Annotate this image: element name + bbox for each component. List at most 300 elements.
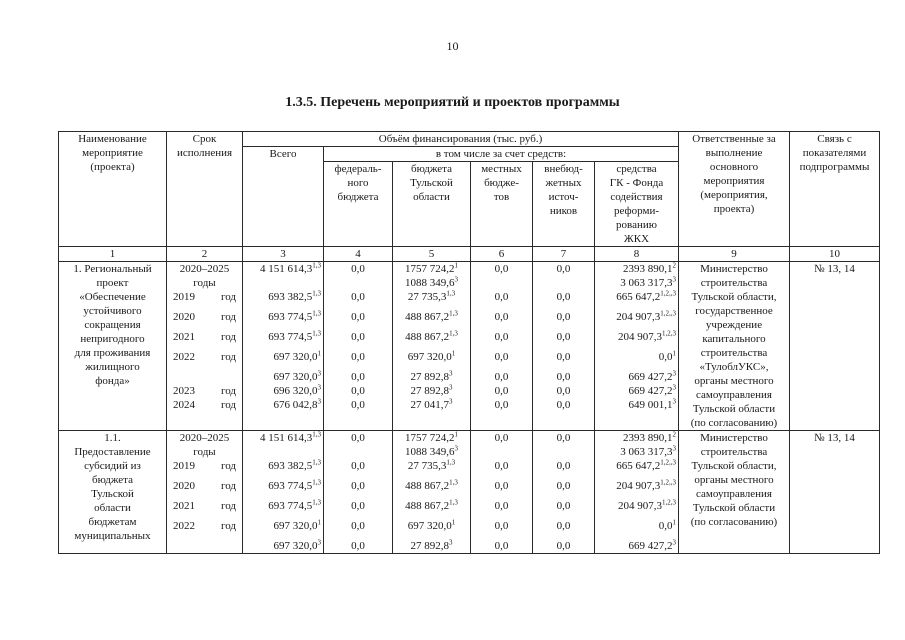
measure-name-line: субсидий из [84, 460, 141, 472]
local-cell [471, 262, 533, 431]
term-line [169, 445, 240, 459]
footnote-mark: 1,3 [312, 309, 321, 318]
footnote-mark: 3 [449, 383, 453, 392]
measure-name-line: бюджетам [88, 516, 137, 528]
footnote-mark: 3 [672, 444, 676, 453]
header-row-1 [59, 132, 880, 147]
value: 0,0 [494, 500, 509, 512]
value-line [597, 290, 676, 310]
value-line [597, 370, 676, 384]
value: 0,0 [556, 432, 571, 444]
value-line [597, 350, 676, 370]
measure-name-line: Тульской [91, 488, 134, 500]
value: 1757 724,2 [405, 263, 455, 275]
value-line [535, 499, 592, 519]
value-line [473, 499, 530, 519]
value: 697 320,0 [273, 351, 318, 363]
value: 0,0 [556, 500, 571, 512]
term-line [169, 479, 240, 499]
measure-name-line: муниципальных [74, 530, 151, 542]
measure-name-cell [59, 431, 167, 554]
term-year: 2022 [173, 351, 195, 363]
footnote-mark: 1,3 [449, 478, 458, 487]
header-line: Связь с [817, 133, 852, 145]
value: 0,0 [494, 371, 509, 383]
header-line: (проекта) [90, 161, 135, 173]
value: 665 647,2 [616, 460, 661, 472]
regional-cell [393, 431, 471, 554]
value-line [473, 519, 530, 539]
value-line [395, 459, 468, 479]
header-line: (мероприятия, [700, 189, 768, 201]
value-line [535, 350, 592, 370]
federal-cell [324, 262, 393, 431]
value-line [326, 330, 390, 350]
footnote-mark: 3 [672, 538, 676, 547]
value: 0,0 [494, 351, 509, 363]
footnote-mark: 3 [672, 383, 676, 392]
value: 0,0 [351, 432, 365, 444]
column-number: 7 [533, 247, 595, 262]
footnote-mark: 1 [451, 349, 456, 358]
header-federal [324, 162, 393, 247]
term-text: 2020–2025 [179, 432, 230, 444]
responsible-line: органы местного [694, 474, 774, 486]
value: 0,0 [351, 331, 365, 343]
term-line [169, 384, 240, 398]
value: 1088 349,6 [405, 277, 455, 289]
footnote-mark: 1,3 [446, 458, 456, 467]
value-line [597, 262, 676, 276]
term-year-word: год [220, 399, 236, 411]
responsible-line: капитального [702, 333, 766, 345]
value: 697 320,0 [273, 520, 318, 532]
value-line [535, 398, 592, 412]
value: 0,0 [351, 399, 365, 411]
value-line [473, 276, 530, 290]
value-line [597, 445, 676, 459]
total-cell [243, 262, 324, 431]
header-fund [595, 162, 679, 247]
value: 27 735,3 [407, 291, 447, 303]
header-line: проекта) [713, 203, 755, 215]
value: 693 382,5 [268, 291, 313, 303]
term-line [169, 350, 240, 370]
term-year-word: год [220, 351, 236, 363]
header-extra [533, 162, 595, 247]
footnote-mark: 3 [449, 538, 453, 547]
footnote-mark: 1,2,,3 [660, 478, 676, 487]
term-line [169, 370, 240, 384]
header-line: реформи- [614, 205, 659, 217]
value: 0,0 [556, 371, 571, 383]
measure-name-line: 1.1. [104, 432, 121, 444]
header-line: Ответственные за [692, 133, 776, 145]
header-line: средства [616, 163, 657, 175]
responsible-line: (по согласованию) [690, 516, 778, 528]
value-line [597, 431, 676, 445]
value-line [326, 262, 390, 276]
value-line [326, 499, 390, 519]
value: 0,0 [494, 311, 509, 323]
value: 0,0 [351, 371, 365, 383]
header-line: источ- [548, 191, 579, 203]
header-line: тов [493, 191, 510, 203]
footnote-mark: 3 [317, 369, 321, 378]
column-number: 4 [324, 247, 393, 262]
footnote-mark: 1,3 [449, 309, 458, 318]
value: 204 907,3 [618, 500, 662, 512]
measure-name-line: для проживания [74, 347, 151, 359]
responsible-line: самоуправления [696, 389, 772, 401]
value: 204 907,3 [616, 311, 661, 323]
value: 0,0 [556, 351, 571, 363]
value: 4 151 614,3 [260, 432, 313, 444]
term-line [169, 276, 240, 290]
value: 27 892,8 [410, 385, 449, 397]
responsible-line: государственное [695, 305, 773, 317]
value-line [395, 398, 468, 412]
term-line [169, 262, 240, 276]
value: 693 382,5 [268, 460, 313, 472]
footnote-mark: 2 [672, 430, 676, 439]
value-line [597, 384, 676, 398]
value: 669 427,2 [628, 371, 673, 383]
value: 0,0 [494, 432, 509, 444]
term-year-word: год [220, 520, 236, 532]
term-line [169, 499, 240, 519]
value: 0,0 [556, 311, 571, 323]
value-line [326, 431, 390, 445]
footnote-mark: 1 [451, 518, 456, 527]
responsible-cell [679, 262, 790, 431]
value: 27 892,8 [410, 371, 449, 383]
value: 488 867,2 [405, 480, 450, 492]
header-line: внебюд- [544, 163, 583, 175]
header-regional [393, 162, 471, 247]
value-line [245, 330, 321, 350]
value: 0,0 [494, 399, 509, 411]
value: 0,0 [494, 385, 509, 397]
column-number: 1 [59, 247, 167, 262]
value-line [245, 445, 321, 459]
header-line: жетных [545, 177, 582, 189]
value: 0,0 [494, 291, 509, 303]
value: 0,0 [556, 460, 571, 472]
link-cell: № 13, 14 [790, 431, 880, 554]
footnote-mark: 3 [454, 275, 458, 284]
footnote-mark: 1,2,,3 [660, 289, 676, 298]
value-line [395, 384, 468, 398]
value: 669 427,2 [628, 385, 673, 397]
header-line: федераль- [334, 163, 382, 175]
footnote-mark: 1,3 [312, 458, 321, 467]
value: 676 042,8 [273, 399, 318, 411]
value: 2393 890,1 [623, 432, 673, 444]
measure-name-line: проект [96, 277, 129, 289]
value-line [535, 479, 592, 499]
extra-cell [533, 262, 595, 431]
value: 0,0 [351, 520, 365, 532]
header-line: бюджета [337, 191, 379, 203]
responsible-line: Министерство [700, 263, 768, 275]
responsible-line: Министерство [700, 432, 768, 444]
term-year-word: год [220, 291, 236, 303]
value: 0,0 [494, 263, 509, 275]
value: 693 774,5 [268, 480, 313, 492]
value-line [473, 262, 530, 276]
value-line [395, 519, 468, 539]
term-year: 2020 [173, 480, 195, 492]
term-cell [167, 262, 243, 431]
term-line [169, 330, 240, 350]
value-line [395, 310, 468, 330]
value-line [473, 370, 530, 384]
value: 693 774,5 [268, 331, 313, 343]
footnote-mark: 3 [317, 397, 321, 406]
header-line: подпрограммы [799, 161, 870, 173]
header-line: ГК - Фонда [609, 177, 664, 189]
value: 696 320,0 [273, 385, 318, 397]
value-line [245, 479, 321, 499]
value-line [473, 539, 530, 553]
footnote-mark: 1,3 [312, 261, 321, 270]
header-including: в том числе за счет средств: [324, 147, 679, 162]
header-line: области [413, 191, 450, 203]
value-line [473, 445, 530, 459]
value-line [245, 459, 321, 479]
measure-name-line: 1. Региональный [73, 263, 152, 275]
value-line [395, 276, 468, 290]
value-line [597, 276, 676, 290]
value: 4 151 614,3 [260, 263, 313, 275]
term-year-word: год [220, 480, 236, 492]
local-cell [471, 431, 533, 554]
header-line: мероприятие [82, 147, 143, 159]
measure-name-cell [59, 262, 167, 431]
term-year-word: год [220, 460, 236, 472]
value: 0,0 [351, 460, 365, 472]
header-line: основного [709, 161, 759, 173]
value: 3 063 317,3 [620, 446, 673, 458]
fund-cell [595, 262, 679, 431]
header-local [471, 162, 533, 247]
value-line [535, 445, 592, 459]
footnote-mark: 3 [672, 275, 676, 284]
value: 0,0 [494, 480, 509, 492]
term-line [169, 398, 240, 412]
value: 27 041,7 [410, 399, 449, 411]
value: 0,0 [351, 263, 365, 275]
column-numbers-row [59, 247, 880, 262]
value: 0,0 [556, 291, 571, 303]
header-line: исполнения [176, 147, 233, 159]
value-line [535, 310, 592, 330]
term-year-word: год [220, 500, 236, 512]
value-line [597, 330, 676, 350]
footnote-mark: 1,3 [312, 478, 321, 487]
value-line [326, 445, 390, 459]
measure-name-line: фонда» [95, 375, 130, 387]
value-line [326, 350, 390, 370]
value: 0,0 [556, 263, 571, 275]
footnote-mark: 1,3 [312, 498, 321, 507]
value: 0,0 [351, 500, 365, 512]
measure-name-line: бюджета [91, 474, 133, 486]
value: 488 867,2 [405, 500, 450, 512]
term-year: 2024 [173, 399, 195, 411]
term-year-word: год [220, 385, 236, 397]
value: 0,0 [556, 399, 571, 411]
header-line: ников [549, 205, 578, 217]
header-total: Всего [243, 147, 324, 247]
value: 1088 349,6 [405, 446, 455, 458]
value-line [395, 445, 468, 459]
value: 3 063 317,3 [620, 277, 673, 289]
footnote-mark: 1,3 [449, 498, 458, 507]
value: 693 774,5 [268, 500, 313, 512]
header-name [59, 132, 167, 247]
value-line [473, 479, 530, 499]
footnote-mark: 1,3 [312, 289, 321, 298]
value: 488 867,2 [405, 311, 450, 323]
footnote-mark: 3 [454, 444, 458, 453]
value-line [245, 519, 321, 539]
responsible-line: Тульской области, [691, 291, 777, 303]
header-line: рованию [616, 219, 657, 231]
term-text: годы [193, 277, 216, 289]
value: 649 001,1 [628, 399, 673, 411]
value-line [535, 370, 592, 384]
measure-name-line: Предоставление [74, 446, 151, 458]
value-line [395, 350, 468, 370]
responsible-line: строительства [700, 446, 768, 458]
footnote-mark: 3 [672, 397, 676, 406]
value: 0,0 [658, 520, 673, 532]
value-line [597, 539, 676, 553]
value-line [245, 398, 321, 412]
term-year: 2023 [173, 385, 195, 397]
term-year: 2021 [173, 331, 195, 343]
responsible-line: (по согласованию) [690, 417, 778, 429]
value-line [535, 330, 592, 350]
measure-name-line: «Обеспечение [79, 291, 146, 303]
value: 0,0 [556, 385, 571, 397]
value-line [535, 519, 592, 539]
value-line [395, 370, 468, 384]
header-line: Наименование [78, 133, 147, 145]
value: 0,0 [556, 480, 571, 492]
term-line [169, 290, 240, 310]
column-number: 10 [790, 247, 880, 262]
footnote-mark: 1,3 [446, 289, 456, 298]
term-line [169, 539, 240, 553]
value-line [395, 499, 468, 519]
value-line [535, 384, 592, 398]
column-number: 8 [595, 247, 679, 262]
value: 0,0 [556, 520, 571, 532]
term-line [169, 431, 240, 445]
value-line [245, 262, 321, 276]
value-line [395, 290, 468, 310]
header-line: показателями [802, 147, 867, 159]
header-line: Тульской [410, 177, 453, 189]
column-number: 3 [243, 247, 324, 262]
value-line [473, 431, 530, 445]
responsible-line: «ТулоблУКС», [699, 361, 769, 373]
footnote-mark: 1,2,3 [662, 498, 676, 507]
header-responsible [679, 132, 790, 247]
value-line [473, 384, 530, 398]
header-funding: Объём финансирования (тыс. руб.) [243, 132, 679, 147]
header-line: ного [347, 177, 369, 189]
value: 0,0 [351, 291, 365, 303]
value: 0,0 [351, 385, 365, 397]
header-line: бюджета [410, 163, 452, 175]
value-line [535, 276, 592, 290]
column-number: 9 [679, 247, 790, 262]
footnote-mark: 1,2,,3 [660, 458, 676, 467]
value-line [395, 431, 468, 445]
value-line [597, 310, 676, 330]
value-line [395, 539, 468, 553]
column-number: 5 [393, 247, 471, 262]
value-line [395, 262, 468, 276]
footnote-mark: 1,3 [312, 430, 321, 439]
footnote-mark: 1 [454, 261, 458, 270]
responsible-line: самоуправления [696, 488, 772, 500]
term-year: 2021 [173, 500, 195, 512]
footnote-mark: 1 [672, 518, 676, 527]
value: 669 427,2 [628, 540, 673, 552]
value-line [535, 431, 592, 445]
value: 693 774,5 [268, 311, 313, 323]
value-line [245, 431, 321, 445]
term-year: 2022 [173, 520, 195, 532]
value: 697 320,0 [407, 351, 452, 363]
page-number: 10 [446, 39, 459, 53]
measure-name-line: сокращения [84, 319, 141, 331]
header-line: Срок [192, 133, 217, 145]
responsible-line: учреждение [705, 319, 763, 331]
value: 0,0 [351, 480, 365, 492]
section-title: 1.3.5. Перечень мероприятий и проектов программы [285, 95, 620, 110]
responsible-line: строительства [700, 347, 768, 359]
header-line: ЖКХ [623, 233, 650, 245]
footnote-mark: 1 [672, 349, 676, 358]
footnote-mark: 1,3 [449, 329, 458, 338]
header-link [790, 132, 880, 247]
value-line [245, 276, 321, 290]
footnote-mark: 3 [317, 383, 321, 392]
value-line [326, 479, 390, 499]
value: 0,0 [494, 540, 509, 552]
value: 697 320,0 [407, 520, 452, 532]
footnote-mark: 3 [672, 369, 676, 378]
footnote-mark: 3 [449, 397, 453, 406]
value-line [473, 459, 530, 479]
value-line [326, 384, 390, 398]
value: 0,0 [494, 520, 509, 532]
term-line [169, 310, 240, 330]
header-term [167, 132, 243, 247]
federal-cell [324, 431, 393, 554]
table-row [59, 262, 880, 431]
value: 204 907,3 [618, 331, 662, 343]
value-line [245, 310, 321, 330]
footnote-mark: 1,2,,3 [660, 309, 676, 318]
header-line: бюдже- [484, 177, 519, 189]
